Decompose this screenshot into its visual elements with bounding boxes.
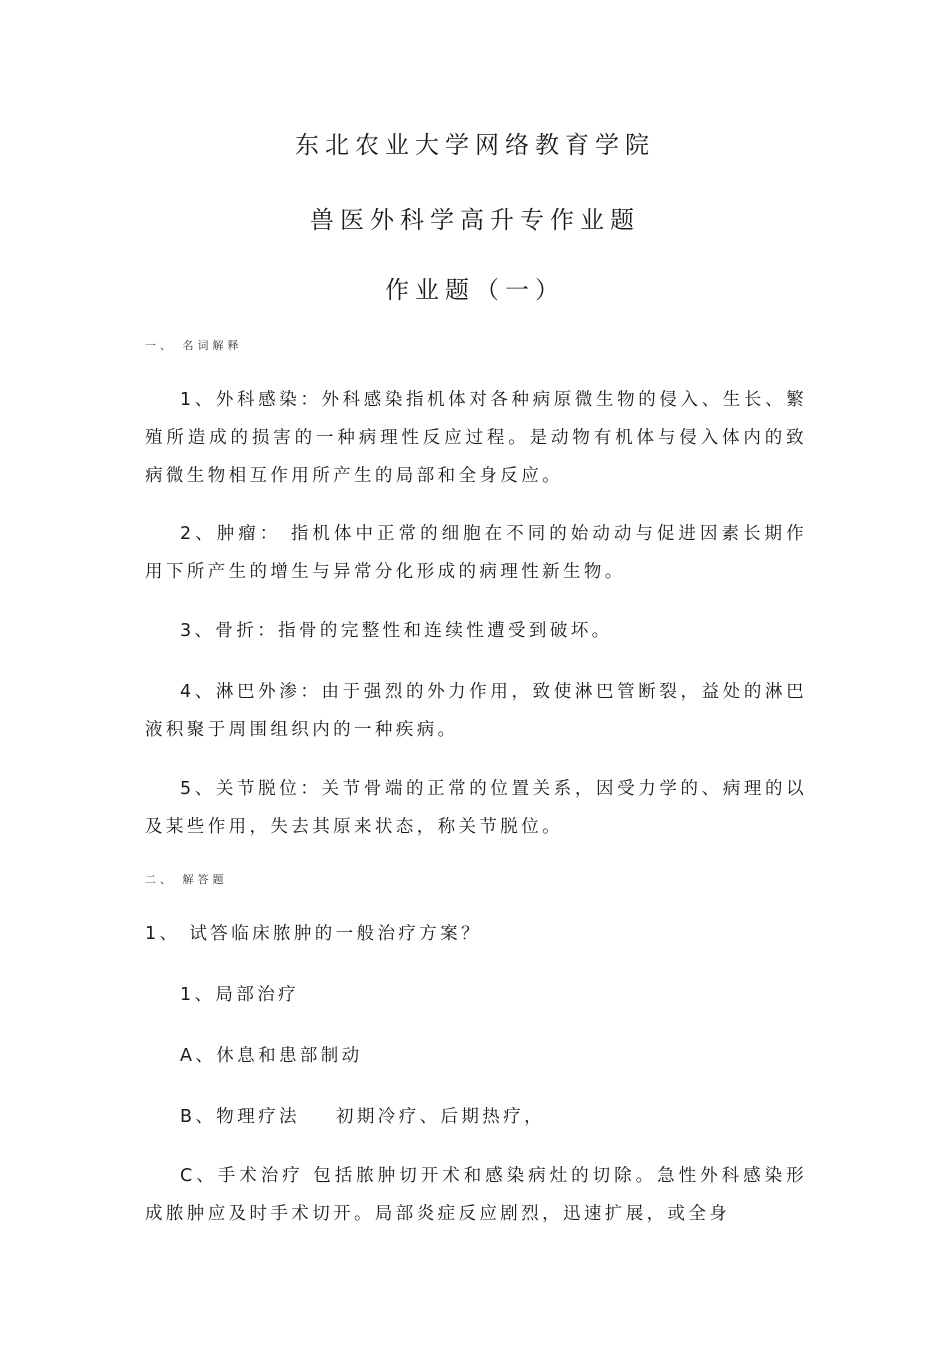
institution-title: 东北农业大学网络教育学院 (295, 131, 655, 159)
treatment-point-b-text: 初期冷疗、后期热疗， (336, 1107, 545, 1127)
definition-item: 1、外科感染：外科感染指机体对各种病原微生物的侵入、生长、繁殖所造成的损害的一种病理性反应过程。是动物有机体与侵入体内的致病微生物相互作用所产生的局部和全身反应。 (145, 390, 807, 486)
treatment-point-c: C、手术治疗 包括脓肿切开术和感染病灶的切除。急性外科感染形成脓肿应及时手术切开。局部炎症反应剧烈，迅速扩展，或全身 (145, 1166, 807, 1224)
section-heading-definitions: 一、 名词解释 (145, 339, 243, 352)
definition-item: 4、淋巴外渗：由于强烈的外力作用，致使淋巴管断裂，益处的淋巴液积聚于周围组织内的一种疾病。 (145, 682, 807, 740)
definition-item: 2、肿瘤： 指机体中正常的细胞在不同的始动动与促进因素长期作用下所产生的增生与异常分化形成的病理性新生物。 (145, 524, 807, 582)
treatment-point-a: A、休息和患部制动 (180, 1046, 363, 1066)
assignment-title: 作业题（一） (385, 276, 565, 304)
question-text: 1、 试答临床脓肿的一般治疗方案？ (145, 924, 482, 944)
sub-heading: 1、局部治疗 (180, 985, 300, 1005)
section-heading-answers: 二、 解答题 (145, 873, 228, 886)
definition-item: 5、关节脱位：关节骨端的正常的位置关系，因受力学的、病理的以及某些作用，失去其原来状态，称关节脱位。 (145, 779, 807, 837)
definition-item: 3、骨折：指骨的完整性和连续性遭受到破坏。 (180, 621, 613, 641)
treatment-point-b-label: B、物理疗法 (180, 1107, 300, 1127)
course-title: 兽医外科学高升专作业题 (310, 206, 640, 234)
